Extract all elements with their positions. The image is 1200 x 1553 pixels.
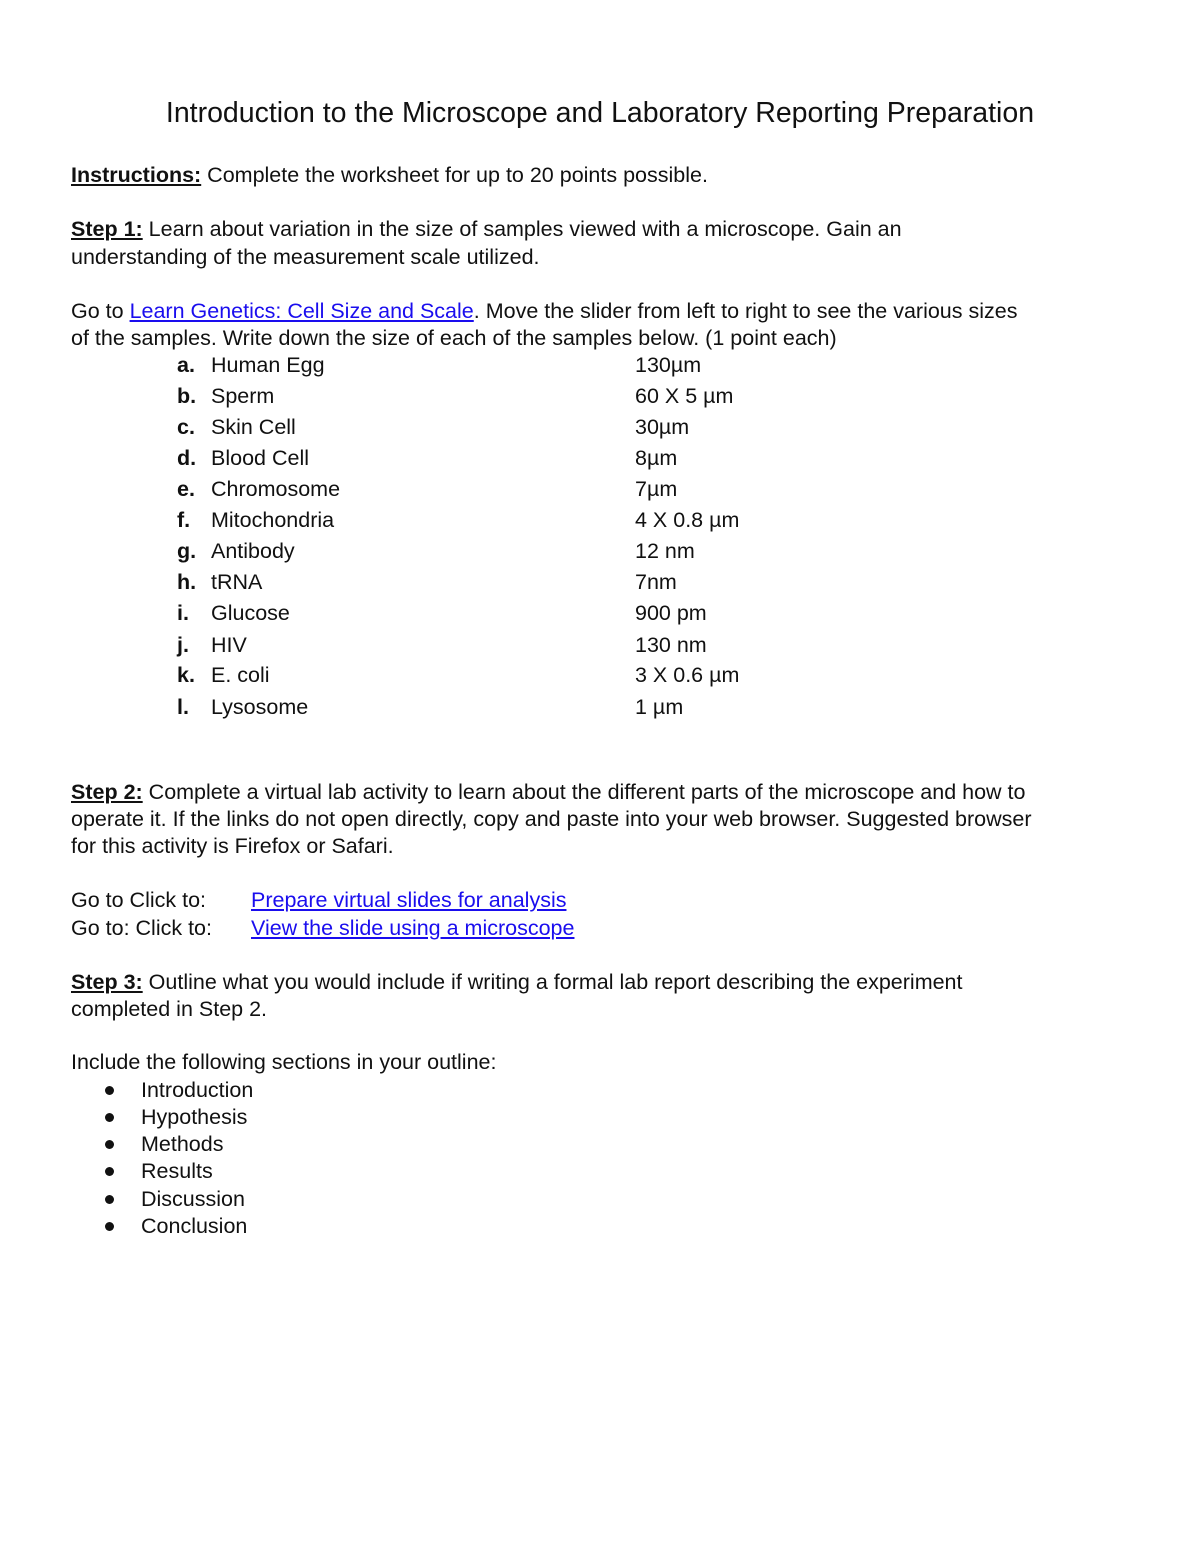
sample-size: 7nm: [635, 570, 677, 594]
step3-label: Step 3:: [71, 970, 143, 994]
list-item: [0, 383, 1200, 414]
item-letter: i.: [177, 601, 189, 625]
sample-name: Glucose: [211, 601, 290, 625]
sample-name: HIV: [211, 633, 247, 657]
bullet-icon: [105, 1113, 114, 1122]
item-letter: d.: [177, 446, 197, 470]
step2-line3: for this activity is Firefox or Safari.: [71, 834, 394, 858]
list-item: [0, 662, 1200, 693]
sample-name: Sperm: [211, 384, 275, 408]
step2-line1: [71, 779, 1025, 806]
goto1-prefix: Go to Click to:: [71, 888, 207, 912]
step1-label: Step 1:: [71, 217, 143, 241]
sample-name: Lysosome: [211, 695, 309, 719]
list-item: [0, 445, 1200, 476]
item-letter: c.: [177, 415, 195, 439]
bullet-icon: [105, 1167, 114, 1176]
instructions-label: Instructions:: [71, 163, 202, 187]
section-name: Discussion: [141, 1187, 245, 1211]
sample-name: Human Egg: [211, 353, 325, 377]
sample-name: Blood Cell: [211, 446, 309, 470]
list-item: [0, 694, 1200, 725]
sample-name: Mitochondria: [211, 508, 335, 532]
item-letter: f.: [177, 508, 191, 532]
view-slide-link[interactable]: View the slide using a microscope: [251, 916, 575, 940]
sample-size: 7µm: [635, 477, 678, 501]
step3-text-line1: Outline what you would include if writing a formal lab report describing the experiment: [142, 970, 963, 994]
step2-label: Step 2:: [71, 780, 143, 804]
bullet-icon: [105, 1195, 114, 1204]
step1-goto-rest: . Move the slider from left to right to see the various sizes: [473, 299, 1018, 323]
step1-goto-line: [71, 298, 1017, 325]
sample-size: 4 X 0.8 µm: [635, 508, 740, 532]
list-item: [0, 476, 1200, 507]
item-letter: j.: [177, 633, 189, 657]
sample-size: 12 nm: [635, 539, 695, 563]
item-letter: e.: [177, 477, 195, 501]
section-name: Results: [141, 1159, 213, 1183]
page-title: Introduction to the Microscope and Laboratory Reporting Preparation: [165, 97, 1035, 129]
step3-line2: completed in Step 2.: [71, 997, 268, 1021]
sample-size: 1 µm: [635, 695, 684, 719]
item-letter: l.: [177, 695, 189, 719]
step1-goto-prefix: Go to: [71, 299, 130, 323]
sample-name: Skin Cell: [211, 415, 296, 439]
item-letter: b.: [177, 384, 197, 408]
list-item: [0, 538, 1200, 569]
list-item: [0, 352, 1200, 383]
item-letter: a.: [177, 353, 195, 377]
sample-size: 60 X 5 µm: [635, 384, 734, 408]
step2-text-line1: Complete a virtual lab activity to learn about the different parts of the microscope and how to: [142, 780, 1026, 804]
section-name: Conclusion: [141, 1214, 248, 1238]
section-name: Introduction: [141, 1078, 254, 1102]
step1-line1: [71, 216, 902, 243]
bullet-icon: [105, 1140, 114, 1149]
sample-size: 8µm: [635, 446, 678, 470]
sample-name: Antibody: [211, 539, 295, 563]
instructions-line: [71, 162, 708, 189]
item-letter: g.: [177, 539, 197, 563]
sample-size: 3 X 0.6 µm: [635, 663, 740, 687]
step3-line1: [71, 969, 963, 996]
sample-size: 130 nm: [635, 633, 707, 657]
step1-line4: of the samples. Write down the size of each of the samples below. (1 point each): [71, 326, 837, 350]
list-item: [0, 569, 1200, 600]
sample-name: E. coli: [211, 663, 270, 687]
sample-name: Chromosome: [211, 477, 341, 501]
bullet-icon: [105, 1086, 114, 1095]
list-item: [0, 632, 1200, 663]
step1-line2: understanding of the measurement scale utilized.: [71, 245, 540, 269]
list-item: [0, 507, 1200, 538]
bullet-icon: [105, 1222, 114, 1231]
step2-line2: operate it. If the links do not open directly, copy and paste into your web browser. Suggested browser: [71, 807, 1032, 831]
step1-text-line1: Learn about variation in the size of samples viewed with a microscope. Gain an: [142, 217, 902, 241]
prepare-slides-link[interactable]: Prepare virtual slides for analysis: [251, 888, 567, 912]
item-letter: h.: [177, 570, 197, 594]
sample-size: 30µm: [635, 415, 690, 439]
instructions-text: Complete the worksheet for up to 20 points possible.: [201, 163, 708, 187]
section-name: Methods: [141, 1132, 224, 1156]
section-name: Hypothesis: [141, 1105, 248, 1129]
list-item: [0, 600, 1200, 631]
goto2-prefix: Go to: Click to:: [71, 916, 212, 940]
item-letter: k.: [177, 663, 195, 687]
include-text: Include the following sections in your outline:: [71, 1050, 497, 1074]
cell-size-scale-link[interactable]: Learn Genetics: Cell Size and Scale: [129, 299, 474, 323]
list-item: [0, 414, 1200, 445]
sample-name: tRNA: [211, 570, 263, 594]
sample-size: 900 pm: [635, 601, 707, 625]
sample-size: 130µm: [635, 353, 702, 377]
